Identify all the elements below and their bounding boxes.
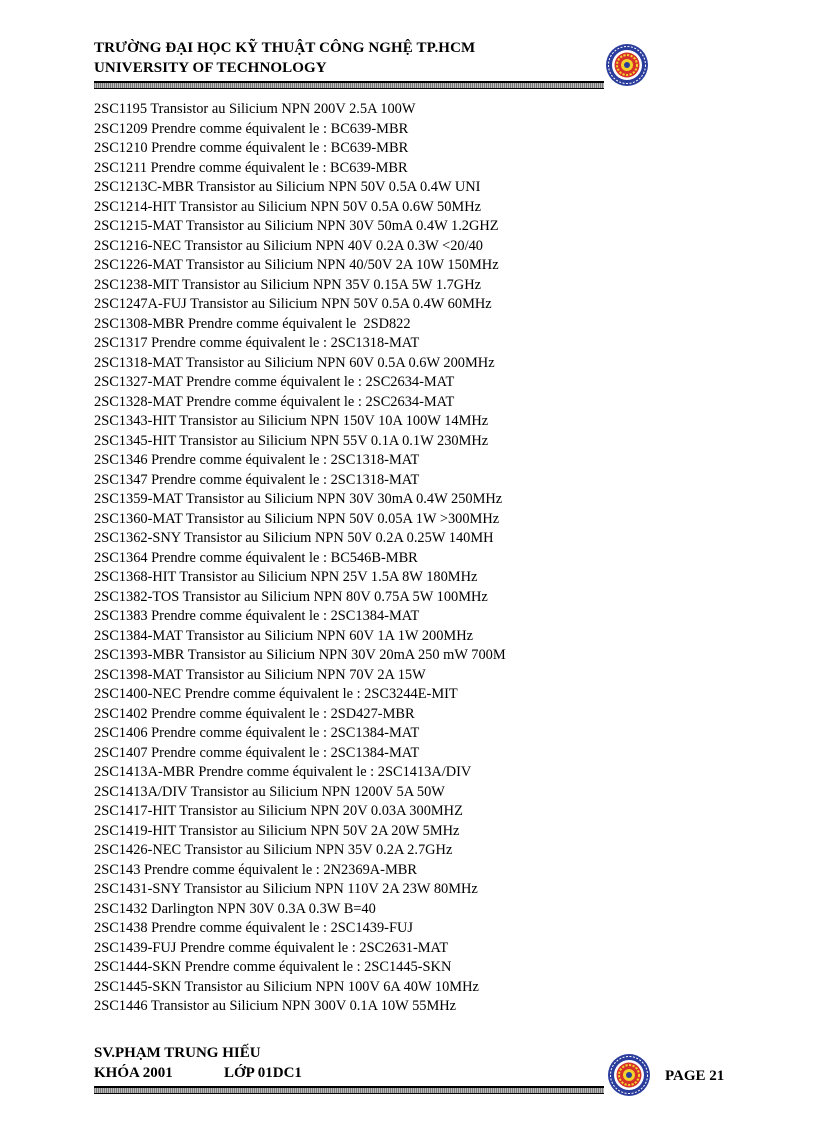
list-item: 2SC1444-SKN Prendre comme équivalent le : 2SC1445-SKN (94, 959, 452, 975)
header-university-name-en: UNIVERSITY OF TECHNOLOGY (94, 60, 327, 76)
list-item: 2SC1210 Prendre comme équivalent le : BC639-MBR (94, 140, 409, 156)
footer-divider (94, 1086, 604, 1094)
footer-course: KHÓA 2001 (94, 1065, 173, 1081)
list-item: 2SC1238-MIT Transistor au Silicium NPN 35V 0.15A 5W 1.7GHz (94, 276, 481, 293)
list-item: 2SC1400-NEC Prendre comme équivalent le : 2SC3244E-MIT (94, 686, 458, 702)
university-seal-icon (605, 43, 649, 87)
list-item: 2SC1364 Prendre comme équivalent le : BC546B-MBR (94, 549, 418, 566)
list-item: 2SC1419-HIT Transistor au Silicium NPN 50V 2A 20W 5MHz (94, 822, 460, 839)
header-university-name-vi: TRƯỜNG ĐẠI HỌC KỸ THUẬT CÔNG NGHỆ TP.HCM (94, 40, 476, 56)
list-item: 2SC1327-MAT Prendre comme équivalent le : 2SC2634-MAT (94, 374, 455, 390)
list-item: 2SC1247A-FUJ Transistor au Silicium NPN 50V 0.5A 0.4W 60MHz (94, 296, 492, 312)
list-item: 2SC1407 Prendre comme équivalent le : 2SC1384-MAT (94, 744, 420, 761)
list-item: 2SC1368-HIT Transistor au Silicium NPN 25V 1.5A 8W 180MHz (94, 569, 478, 585)
list-item: 2SC1402 Prendre comme équivalent le : 2SD427-MBR (94, 705, 415, 722)
footer-author: SV.PHẠM TRUNG HIẾU (94, 1045, 261, 1061)
page-header (94, 38, 604, 89)
list-item: 2SC1318-MAT Transistor au Silicium NPN 60V 0.5A 0.6W 200MHz (94, 354, 495, 371)
list-item: 2SC1360-MAT Transistor au Silicium NPN 50V 0.05A 1W >300MHz (94, 510, 500, 527)
header-divider (94, 81, 604, 89)
list-item: 2SC1382-TOS Transistor au Silicium NPN 80V 0.75A 5W 100MHz (94, 588, 488, 605)
list-item: 2SC1417-HIT Transistor au Silicium NPN 20V 0.03A 300MHZ (94, 803, 463, 819)
list-item: 2SC1195 Transistor au Silicium NPN 200V 2.5A 100W (94, 101, 416, 117)
list-item: 2SC1226-MAT Transistor au Silicium NPN 40/50V 2A 10W 150MHz (94, 257, 499, 273)
page-number: PAGE 21 (665, 1068, 725, 1084)
list-item: 2SC1347 Prendre comme équivalent le : 2SC1318-MAT (94, 471, 420, 488)
list-item: 2SC1431-SNY Transistor au Silicium NPN 110V 2A 23W 80MHz (94, 881, 478, 897)
list-item: 2SC1216-NEC Transistor au Silicium NPN 40V 0.2A 0.3W <20/40 (94, 237, 483, 254)
list-item: 2SC1439-FUJ Prendre comme équivalent le : 2SC2631-MAT (94, 939, 449, 956)
list-item: 2SC1426-NEC Transistor au Silicium NPN 35V 0.2A 2.7GHz (94, 842, 453, 858)
list-item: 2SC1215-MAT Transistor au Silicium NPN 30V 50mA 0.4W 1.2GHZ (94, 218, 499, 234)
transistor-list (94, 100, 694, 1017)
list-item: 2SC1328-MAT Prendre comme équivalent le : 2SC2634-MAT (94, 393, 455, 410)
list-item: 2SC1383 Prendre comme équivalent le : 2SC1384-MAT (94, 608, 420, 624)
list-item: 2SC1211 Prendre comme équivalent le : BC639-MBR (94, 159, 408, 176)
list-item: 2SC1308-MBR Prendre comme équivalent le 2SD822 (94, 315, 411, 332)
list-item: 2SC1362-SNY Transistor au Silicium NPN 50V 0.2A 0.25W 140MH (94, 530, 494, 546)
list-item: 2SC1446 Transistor au Silicium NPN 300V 0.1A 10W 55MHz (94, 998, 457, 1014)
list-item: 2SC1209 Prendre comme équivalent le : BC639-MBR (94, 120, 409, 137)
list-item: 2SC1398-MAT Transistor au Silicium NPN 70V 2A 15W (94, 666, 426, 683)
university-seal-icon (607, 1053, 651, 1097)
list-item: 2SC1345-HIT Transistor au Silicium NPN 55V 0.1A 0.1W 230MHz (94, 432, 489, 449)
list-item: 2SC1213C-MBR Transistor au Silicium NPN 50V 0.5A 0.4W UNI (94, 179, 481, 195)
list-item: 2SC1445-SKN Transistor au Silicium NPN 100V 6A 40W 10MHz (94, 978, 479, 995)
list-item: 2SC1384-MAT Transistor au Silicium NPN 60V 1A 1W 200MHz (94, 627, 473, 644)
footer-class-row (94, 1063, 604, 1083)
list-item: 2SC1413A/DIV Transistor au Silicium NPN 1200V 5A 50W (94, 783, 445, 800)
list-item: 2SC1343-HIT Transistor au Silicium NPN 150V 10A 100W 14MHz (94, 413, 489, 429)
list-item: 2SC1214-HIT Transistor au Silicium NPN 50V 0.5A 0.6W 50MHz (94, 198, 481, 215)
page-footer (94, 1043, 604, 1094)
list-item: 2SC1406 Prendre comme équivalent le : 2SC1384-MAT (94, 725, 420, 741)
list-item: 2SC1438 Prendre comme équivalent le : 2SC1439-FUJ (94, 920, 413, 936)
list-item: 2SC143 Prendre comme équivalent le : 2N2369A-MBR (94, 861, 417, 878)
list-item: 2SC1317 Prendre comme équivalent le : 2SC1318-MAT (94, 335, 420, 351)
list-item: 2SC1413A-MBR Prendre comme équivalent le : 2SC1413A/DIV (94, 764, 472, 780)
list-item: 2SC1359-MAT Transistor au Silicium NPN 30V 30mA 0.4W 250MHz (94, 491, 503, 507)
footer-class: LỚP 01DC1 (224, 1065, 302, 1081)
list-item: 2SC1432 Darlington NPN 30V 0.3A 0.3W B=40 (94, 900, 376, 917)
list-item: 2SC1393-MBR Transistor au Silicium NPN 30V 20mA 250 mW 700M (94, 647, 506, 663)
list-item: 2SC1346 Prendre comme équivalent le : 2SC1318-MAT (94, 452, 420, 468)
